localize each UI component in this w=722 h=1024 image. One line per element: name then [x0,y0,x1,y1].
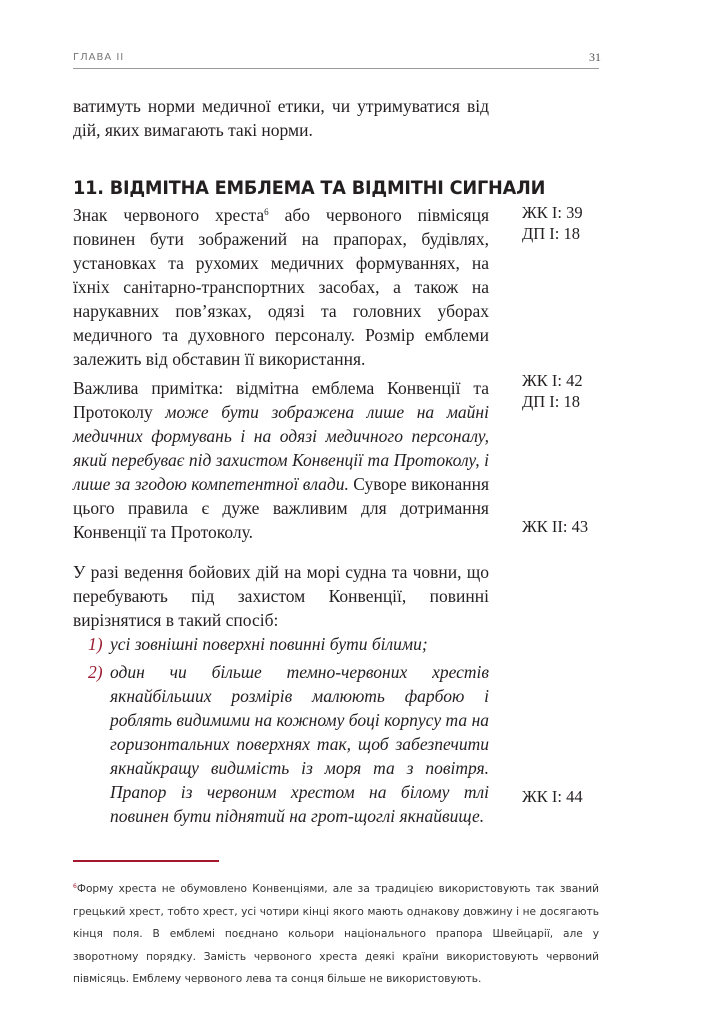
p1-text-start: Знак червоного хреста [73,205,265,225]
p2-italic-text: може бути зображена лише на майні медичних формувань і на одязі медичного персоналу, який перебуває під захистом Конвенції та Протоколу, і лише за згодою компетентної влади. [73,402,489,494]
footnote-rule [73,860,219,862]
running-header-chapter: ГЛАВА II [73,52,125,63]
paragraph-important-note [73,376,489,544]
continuation-paragraph: ватимуть норми медичної етики, чи утримуватися від дій, яких вимагають такі норми. [73,96,489,140]
section-heading: 11. ВІДМІТНА ЕМБЛЕМА ТА ВІДМІТНІ СИГНАЛИ [73,177,546,199]
list-item [88,660,489,828]
margin-reference [522,370,583,412]
p2-text-start: Важлива примітка: відмітна емблема Конвенції та Протоколу [73,378,489,422]
paragraph-emblem [73,200,489,371]
margin-reference-line: ЖК I: 44 [522,787,583,806]
page-number: 31 [589,50,601,64]
p2-text-end: Суворе виконання цього правила є дуже важливим для дотримання Конвенції та Протоколу. [73,474,489,542]
paragraph-naval: У разі ведення бойових дій на морі судна та човни, що перебувають під захистом Конвенції, повинні вирізнятися в такий спосіб: [73,562,489,630]
list-text: один чи більше темно-червоних хрестів якнайбільших розмірів малюють фарбою і роблять видимими на кожному боці корпусу та на горизонтальних поверхнях так, щоб забезпечити якнайкращу видимість із моря та з повітря. Прапор із червоним хрестом на білому тлі повинен бути піднятий на грот-щоглі якнайвище. [110,662,489,826]
margin-reference-line: ЖК I: 39 [522,203,583,222]
margin-reference-line: ЖК II: 43 [522,517,589,536]
p1-text-end: або червоного півмісяця повинен бути зображений на прапорах, будівлях, установках та рухомих медичних формуваннях, на їхніх санітарно-транспортних засобах, а також на нарукавних пов’язках, одязі та головних уборах медичного та духовного персоналу. Розмір емблеми залежить від обставин її використання. [73,205,489,369]
footnote [73,876,599,991]
margin-reference [522,202,583,244]
margin-reference-line: ЖК I: 42 [522,371,583,390]
footnote-mark: 6 [73,883,77,890]
list-item [88,632,489,656]
margin-reference [522,786,583,807]
margin-reference-line: ДП I: 18 [522,224,580,243]
footnote-reference: 6 [264,207,269,217]
margin-reference [522,516,588,537]
footnote-text: Форму хреста не обумовлено Конвенціями, але за традицією використовують так званий грецький хрест, тобто хрест, усі чотири кінці якого мають однакову довжину і не досягають кінця поля. В емблемі поєднано кольори національного прапора Швейцарії, але у зворотному порядку. Замість червоного хреста деякі країни використовують червоний півмісяць. Емблему червоного лева та сонця більше не використовують. [73,883,599,985]
list-number: 1) [88,634,103,654]
margin-reference-line: ДП I: 18 [522,392,580,411]
list-text: усі зовнішні поверхні повинні бути білими; [110,634,428,654]
header-rule [73,68,599,69]
list-number: 2) [88,662,103,682]
